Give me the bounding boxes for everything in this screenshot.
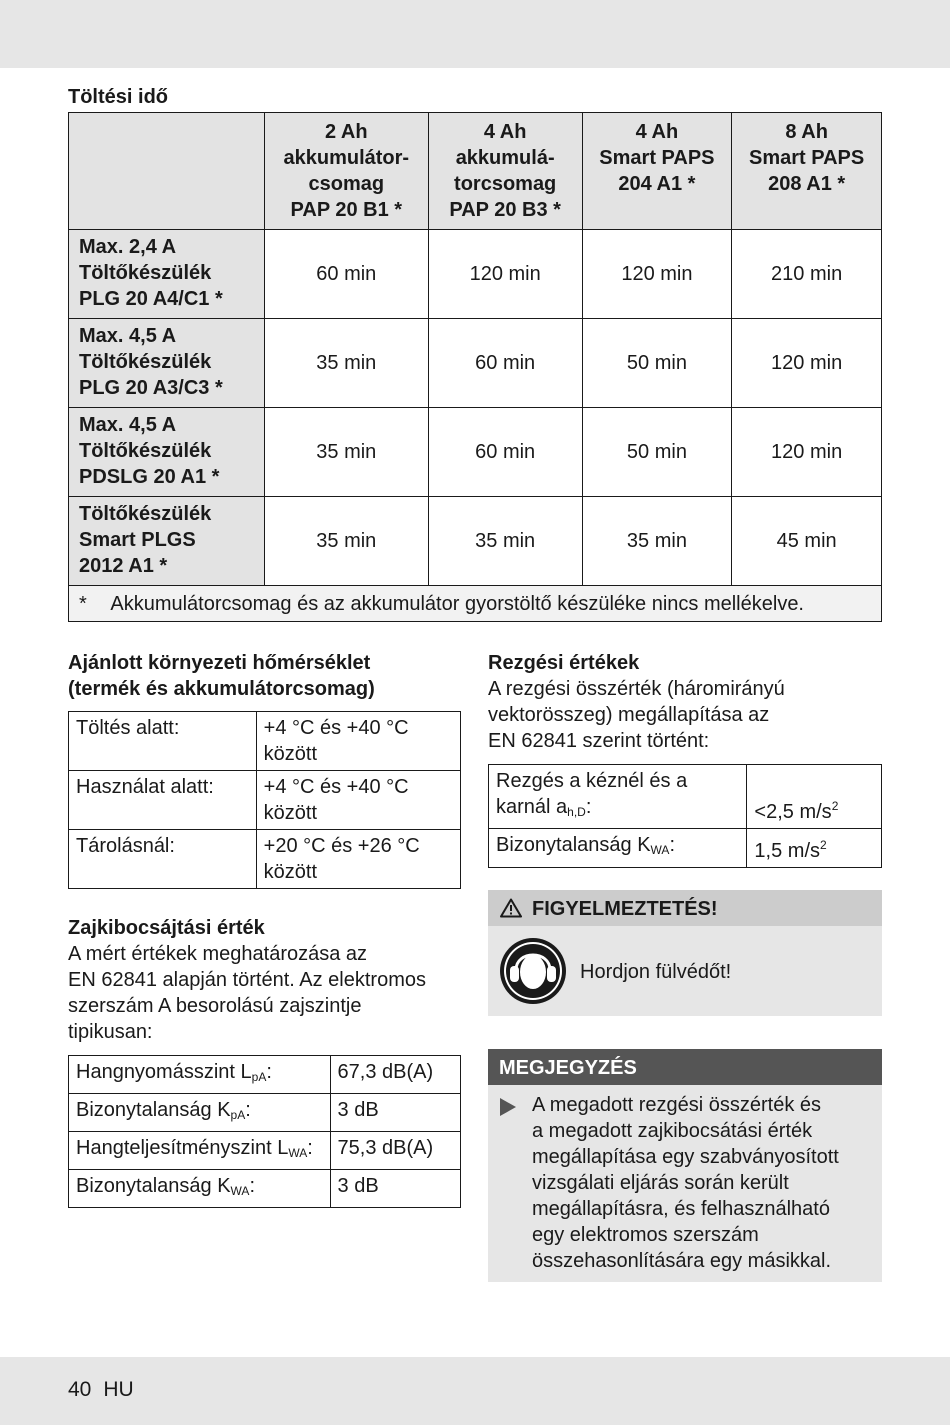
- table-row: [69, 230, 882, 319]
- table-row: [489, 765, 882, 829]
- table-row: [69, 1094, 461, 1132]
- noise-heading: Zajkibocsájtási érték: [68, 917, 265, 939]
- table-cell: 50 min: [582, 319, 732, 408]
- table-cell: 210 min: [732, 230, 882, 319]
- table-cell: +4 °C és +40 °C között: [256, 771, 460, 830]
- ear-protection-icon: [498, 936, 568, 1006]
- table-cell: 60 min: [428, 319, 582, 408]
- table-cell: 35 min: [264, 497, 428, 586]
- warning-title: FIGYELMEZTETÉS!: [532, 898, 718, 920]
- table-cell: 60 min: [428, 408, 582, 497]
- table-cell: 67,3 dB(A): [330, 1056, 460, 1094]
- vibration-heading: Rezgési értékek: [488, 652, 640, 674]
- warning-text: Hordjon fülvédőt!: [580, 961, 732, 983]
- footnote-mark: *: [79, 592, 87, 615]
- table-row: [69, 1132, 461, 1170]
- top-band: [0, 0, 950, 68]
- table-row: [489, 829, 882, 868]
- vibration-table: [488, 764, 882, 868]
- table-cell: Bizonytalanság $K_{WA}$:: [69, 1170, 331, 1208]
- noise-table: [68, 1055, 461, 1208]
- vibration-section: [488, 650, 888, 754]
- table-cell: 120 min: [732, 408, 882, 497]
- noise-section: [68, 915, 468, 1045]
- note-text: A megadott rezgési összérték és a megadott zajkibocsátási érték megállapítása egy szabványosított vizsgálati eljárás során került megállapításra, és felhasználható egy elektromos szerszám összehasonlítására egy másikkal.: [532, 1094, 839, 1272]
- table-cell: 60 min: [264, 230, 428, 319]
- table-cell: Hangnyomásszint $L_{pA}$:: [69, 1056, 331, 1094]
- charging-heading: Töltési idő: [68, 86, 168, 108]
- table-cell: Rezgés a kéznél és a karnál $a_{h,D}$:: [489, 765, 747, 829]
- page-footer: [68, 1378, 134, 1402]
- table-cell: Használat alatt:: [69, 771, 257, 830]
- table-cell: Bizonytalanság $K_{pA}$:: [69, 1094, 331, 1132]
- table-cell: Tárolásnál:: [69, 830, 257, 889]
- footnote-row: [69, 586, 882, 622]
- table-row: [69, 319, 882, 408]
- vibration-text: A rezgési összérték (háromirányú vektorösszeg) megállapítása az EN 62841 szerint történt:: [488, 678, 785, 752]
- warning-triangle-icon: [500, 898, 522, 918]
- language-code: HU: [103, 1378, 134, 1401]
- warning-box: [488, 890, 882, 1016]
- table-row: [69, 771, 461, 830]
- footnote: [69, 586, 882, 622]
- table-cell: 3 dB: [330, 1170, 460, 1208]
- row-header: Max. 4,5 A Töltőkészülék PDSLG 20 A1 *: [69, 408, 265, 497]
- table-cell: 1,5 $m/s^2$: [747, 829, 882, 868]
- table-cell: 35 min: [428, 497, 582, 586]
- table-row: [69, 1056, 461, 1094]
- table-cell: 35 min: [582, 497, 732, 586]
- column-header: 2 Ah akkumulátor- csomag PAP 20 B1 *: [264, 113, 428, 230]
- row-header: Max. 2,4 A Töltőkészülék PLG 20 A4/C1 *: [69, 230, 265, 319]
- temperature-heading: Ajánlott környezeti hőmérséklet (termék és akkumulátorcsomag): [68, 652, 375, 700]
- table-cell: Bizonytalanság $K_{WA}$:: [489, 829, 747, 868]
- table-row: [69, 712, 461, 771]
- noise-text: A mért értékek meghatározása az EN 62841 alapján történt. Az elektromos szerszám A besorolású zajszintje tipikusan:: [68, 943, 426, 1043]
- table-cell: 50 min: [582, 408, 732, 497]
- temperature-table: [68, 711, 461, 889]
- column-header: 4 Ah Smart PAPS 204 A1 *: [582, 113, 732, 230]
- table-cell: 35 min: [264, 408, 428, 497]
- charging-table: [68, 112, 882, 622]
- column-header: 4 Ah akkumulá- torcsomag PAP 20 B3 *: [428, 113, 582, 230]
- triangle-bullet-icon: [500, 1098, 516, 1116]
- note-title: MEGJEGYZÉS: [499, 1057, 637, 1079]
- table-cell: 120 min: [428, 230, 582, 319]
- table-cell: 45 min: [732, 497, 882, 586]
- table-row: [69, 497, 882, 586]
- table-cell: Hangteljesítményszint $L_{WA}$:: [69, 1132, 331, 1170]
- bottom-band: [0, 1357, 950, 1425]
- table-cell: 75,3 dB(A): [330, 1132, 460, 1170]
- table-cell: Töltés alatt:: [69, 712, 257, 771]
- charging-corner-cell: [69, 113, 265, 230]
- table-cell: 120 min: [732, 319, 882, 408]
- footnote-text: Akkumulátorcsomag és az akkumulátor gyorstöltő készüléke nincs mellékelve.: [110, 592, 804, 615]
- note-box: [488, 1049, 882, 1282]
- table-cell: +20 °C és +26 °C között: [256, 830, 460, 889]
- charging-header-row: [69, 113, 882, 230]
- row-header: Töltőkészülék Smart PLGS 2012 A1 *: [69, 497, 265, 586]
- table-row: [69, 830, 461, 889]
- table-row: [69, 408, 882, 497]
- page-number: 40: [68, 1378, 92, 1401]
- note-header: [488, 1049, 882, 1085]
- column-header: 8 Ah Smart PAPS 208 A1 *: [732, 113, 882, 230]
- row-header: Max. 4,5 A Töltőkészülék PLG 20 A3/C3 *: [69, 319, 265, 408]
- table-cell: <2,5 $m/s^2$: [747, 765, 882, 829]
- table-cell: 35 min: [264, 319, 428, 408]
- table-cell: +4 °C és +40 °C között: [256, 712, 460, 771]
- table-row: [69, 1170, 461, 1208]
- warning-header: [488, 890, 882, 926]
- table-cell: 120 min: [582, 230, 732, 319]
- table-cell: 3 dB: [330, 1094, 460, 1132]
